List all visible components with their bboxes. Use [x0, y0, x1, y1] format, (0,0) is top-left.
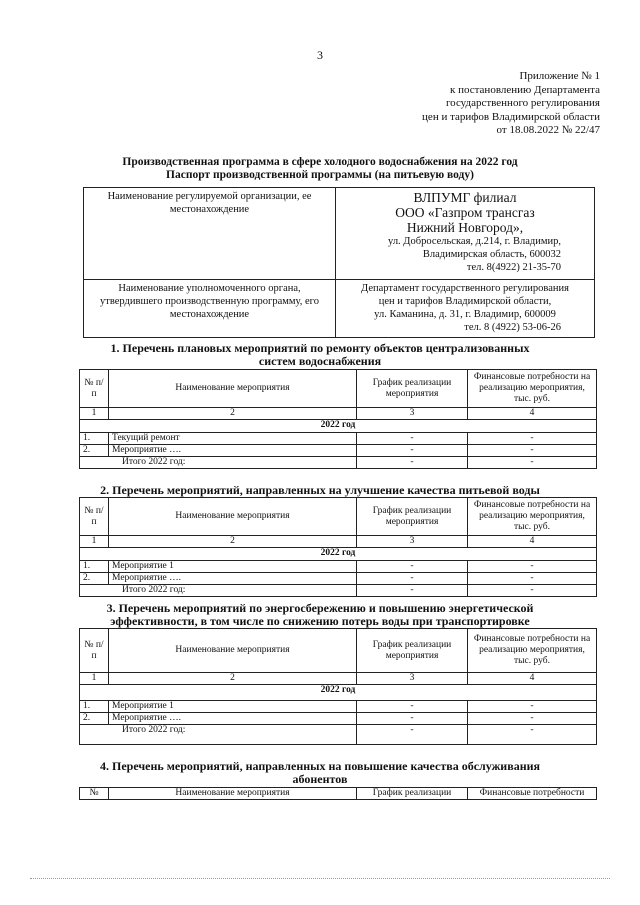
row-schedule: - — [357, 713, 468, 725]
row-num: 1. — [80, 701, 109, 713]
year-row — [80, 685, 597, 701]
row-finance: - — [468, 561, 597, 573]
page-number: 3 — [317, 48, 323, 62]
index-cell: 4 — [468, 536, 597, 548]
index-cell: 4 — [468, 408, 597, 420]
header-schedule: График реализации мероприятия — [357, 629, 468, 673]
authority-details — [336, 280, 595, 338]
org-phone: тел. 8(4922) 21-35-70 — [466, 262, 561, 273]
index-cell: 4 — [468, 673, 597, 685]
index-cell: 1 — [80, 408, 109, 420]
header-name: Наименование мероприятия — [109, 788, 357, 800]
index-cell: 1 — [80, 673, 109, 685]
org-name-1: ВЛПУМГ филиал — [413, 190, 517, 205]
section3-title-line-a: 3. Перечень мероприятий по энергосбережению и повышению энергетической — [106, 601, 534, 615]
total-row — [80, 457, 597, 469]
total-finance: - — [468, 585, 597, 597]
header-num: № — [80, 788, 109, 800]
header-schedule: График реализации — [357, 788, 468, 800]
year-cell: 2022 год — [80, 548, 597, 561]
appendix-line: Приложение № 1 — [519, 70, 600, 82]
row-finance: - — [468, 713, 597, 725]
authority-label: Наименование уполномоченного органа, утвердившего производственную программу, его местонахождение — [84, 280, 336, 338]
index-cell: 3 — [357, 408, 468, 420]
authority-line-2: цен и тарифов Владимирской области, — [378, 296, 552, 307]
header-name: Наименование мероприятия — [109, 498, 357, 536]
row-schedule: - — [357, 561, 468, 573]
header-num: № п/п — [80, 498, 109, 536]
org-address-1: ул. Добросельская, д.214, г. Владимир, — [388, 236, 561, 247]
passport-row-org — [84, 188, 595, 280]
header-finance: Финансовые потребности на реализацию мероприятия, тыс. руб. — [468, 498, 597, 536]
row-num: 2. — [80, 713, 109, 725]
total-label: Итого 2022 год: — [80, 457, 357, 469]
row-schedule: - — [357, 433, 468, 445]
header-num: № п/п — [80, 370, 109, 408]
header-schedule: График реализации мероприятия — [357, 370, 468, 408]
org-label: Наименование регулируемой организации, ее местонахождение — [84, 188, 336, 280]
table-row — [80, 573, 597, 585]
index-cell: 2 — [109, 408, 357, 420]
table-row — [80, 445, 597, 457]
row-num: 1. — [80, 561, 109, 573]
appendix-line: цен и тарифов Владимирской области — [422, 110, 600, 123]
total-schedule: - — [357, 457, 468, 469]
header-name: Наименование мероприятия — [109, 370, 357, 408]
year-cell: 2022 год — [80, 685, 597, 701]
total-schedule: - — [357, 585, 468, 597]
section1-title-line-b: систем водоснабжения — [258, 354, 382, 368]
table-header-row — [80, 788, 597, 800]
program-title-line2: Паспорт производственной программы (на питьевую воду) — [166, 169, 474, 181]
row-finance: - — [468, 573, 597, 585]
total-row — [80, 725, 597, 745]
section1-table — [79, 369, 597, 469]
table-row — [80, 561, 597, 573]
index-cell: 3 — [357, 673, 468, 685]
row-num: 2. — [80, 573, 109, 585]
row-finance: - — [468, 701, 597, 713]
row-name: Мероприятие …. — [109, 445, 357, 457]
index-row — [80, 408, 597, 420]
table-header-row — [80, 629, 597, 673]
section1-title — [40, 342, 600, 368]
index-cell: 3 — [357, 536, 468, 548]
header-finance: Финансовые потребности на реализацию мероприятия, тыс. руб. — [468, 629, 597, 673]
index-row — [80, 536, 597, 548]
row-schedule: - — [357, 445, 468, 457]
row-finance: - — [468, 433, 597, 445]
table-row — [80, 701, 597, 713]
table-header-row — [80, 370, 597, 408]
section2-table — [79, 497, 597, 597]
passport-row-authority — [84, 280, 595, 338]
total-finance: - — [468, 725, 597, 745]
header-schedule: График реализации мероприятия — [357, 498, 468, 536]
row-name: Мероприятие 1 — [109, 561, 357, 573]
header-finance: Финансовые потребности на реализацию мероприятия, тыс. руб. — [468, 370, 597, 408]
row-schedule: - — [357, 701, 468, 713]
program-title — [40, 156, 600, 182]
section2-title: 2. Перечень мероприятий, направленных на улучшение качества питьевой воды — [100, 483, 540, 497]
appendix-line: к постановлению Департамента — [449, 83, 600, 96]
header-num: № п/п — [80, 629, 109, 673]
section4-title-line-b: абонентов — [292, 772, 348, 786]
passport-table — [83, 187, 595, 338]
index-cell: 2 — [109, 673, 357, 685]
table-header-row — [80, 498, 597, 536]
org-name-3: Нижний Новгород», — [406, 220, 524, 235]
index-row — [80, 673, 597, 685]
row-name: Текущий ремонт — [109, 433, 357, 445]
section4-table — [79, 787, 597, 800]
appendix-line: государственного регулирования — [445, 97, 600, 109]
section3-table — [79, 628, 597, 745]
total-label: Итого 2022 год: — [80, 725, 357, 745]
section4-title-line-a: 4. Перечень мероприятий, направленных на повышение качества обслуживания — [99, 759, 541, 773]
table-row — [80, 433, 597, 445]
row-name: Мероприятие …. — [109, 713, 357, 725]
appendix-block — [422, 70, 600, 138]
org-address-2: Владимирская область, 600032 — [422, 249, 561, 260]
table-row — [80, 713, 597, 725]
section3-title-line-b: эффективности, в том числе по снижению потерь воды при транспортировке — [110, 614, 530, 628]
header-finance: Финансовые потребности — [468, 788, 597, 800]
year-cell: 2022 год — [80, 420, 597, 433]
header-name: Наименование мероприятия — [109, 629, 357, 673]
index-cell: 1 — [80, 536, 109, 548]
row-name: Мероприятие …. — [109, 573, 357, 585]
row-name: Мероприятие 1 — [109, 701, 357, 713]
total-finance: - — [468, 457, 597, 469]
program-title-line1: Производственная программа в сфере холодного водоснабжения на 2022 год — [122, 156, 518, 168]
scan-footer-line — [30, 878, 610, 879]
row-finance: - — [468, 445, 597, 457]
authority-phone: тел. 8 (4922) 53-06-26 — [464, 322, 561, 333]
section3-title — [40, 602, 600, 628]
total-row — [80, 585, 597, 597]
org-details — [336, 188, 595, 280]
row-num: 1. — [80, 433, 109, 445]
year-row — [80, 548, 597, 561]
row-schedule: - — [357, 573, 468, 585]
year-row — [80, 420, 597, 433]
authority-line-1: Департамент государственного регулирования — [361, 283, 569, 294]
authority-line-3: ул. Каманина, д. 31, г. Владимир, 600009 — [374, 309, 556, 320]
total-schedule: - — [357, 725, 468, 745]
index-cell: 2 — [109, 536, 357, 548]
org-name-2: ООО «Газпром трансгаз — [395, 205, 535, 220]
section4-title — [40, 760, 600, 786]
appendix-line: от 18.08.2022 № 22/47 — [496, 124, 600, 136]
row-num: 2. — [80, 445, 109, 457]
section1-title-line-a: 1. Перечень плановых мероприятий по ремонту объектов централизованных — [110, 341, 530, 355]
total-label: Итого 2022 год: — [80, 585, 357, 597]
